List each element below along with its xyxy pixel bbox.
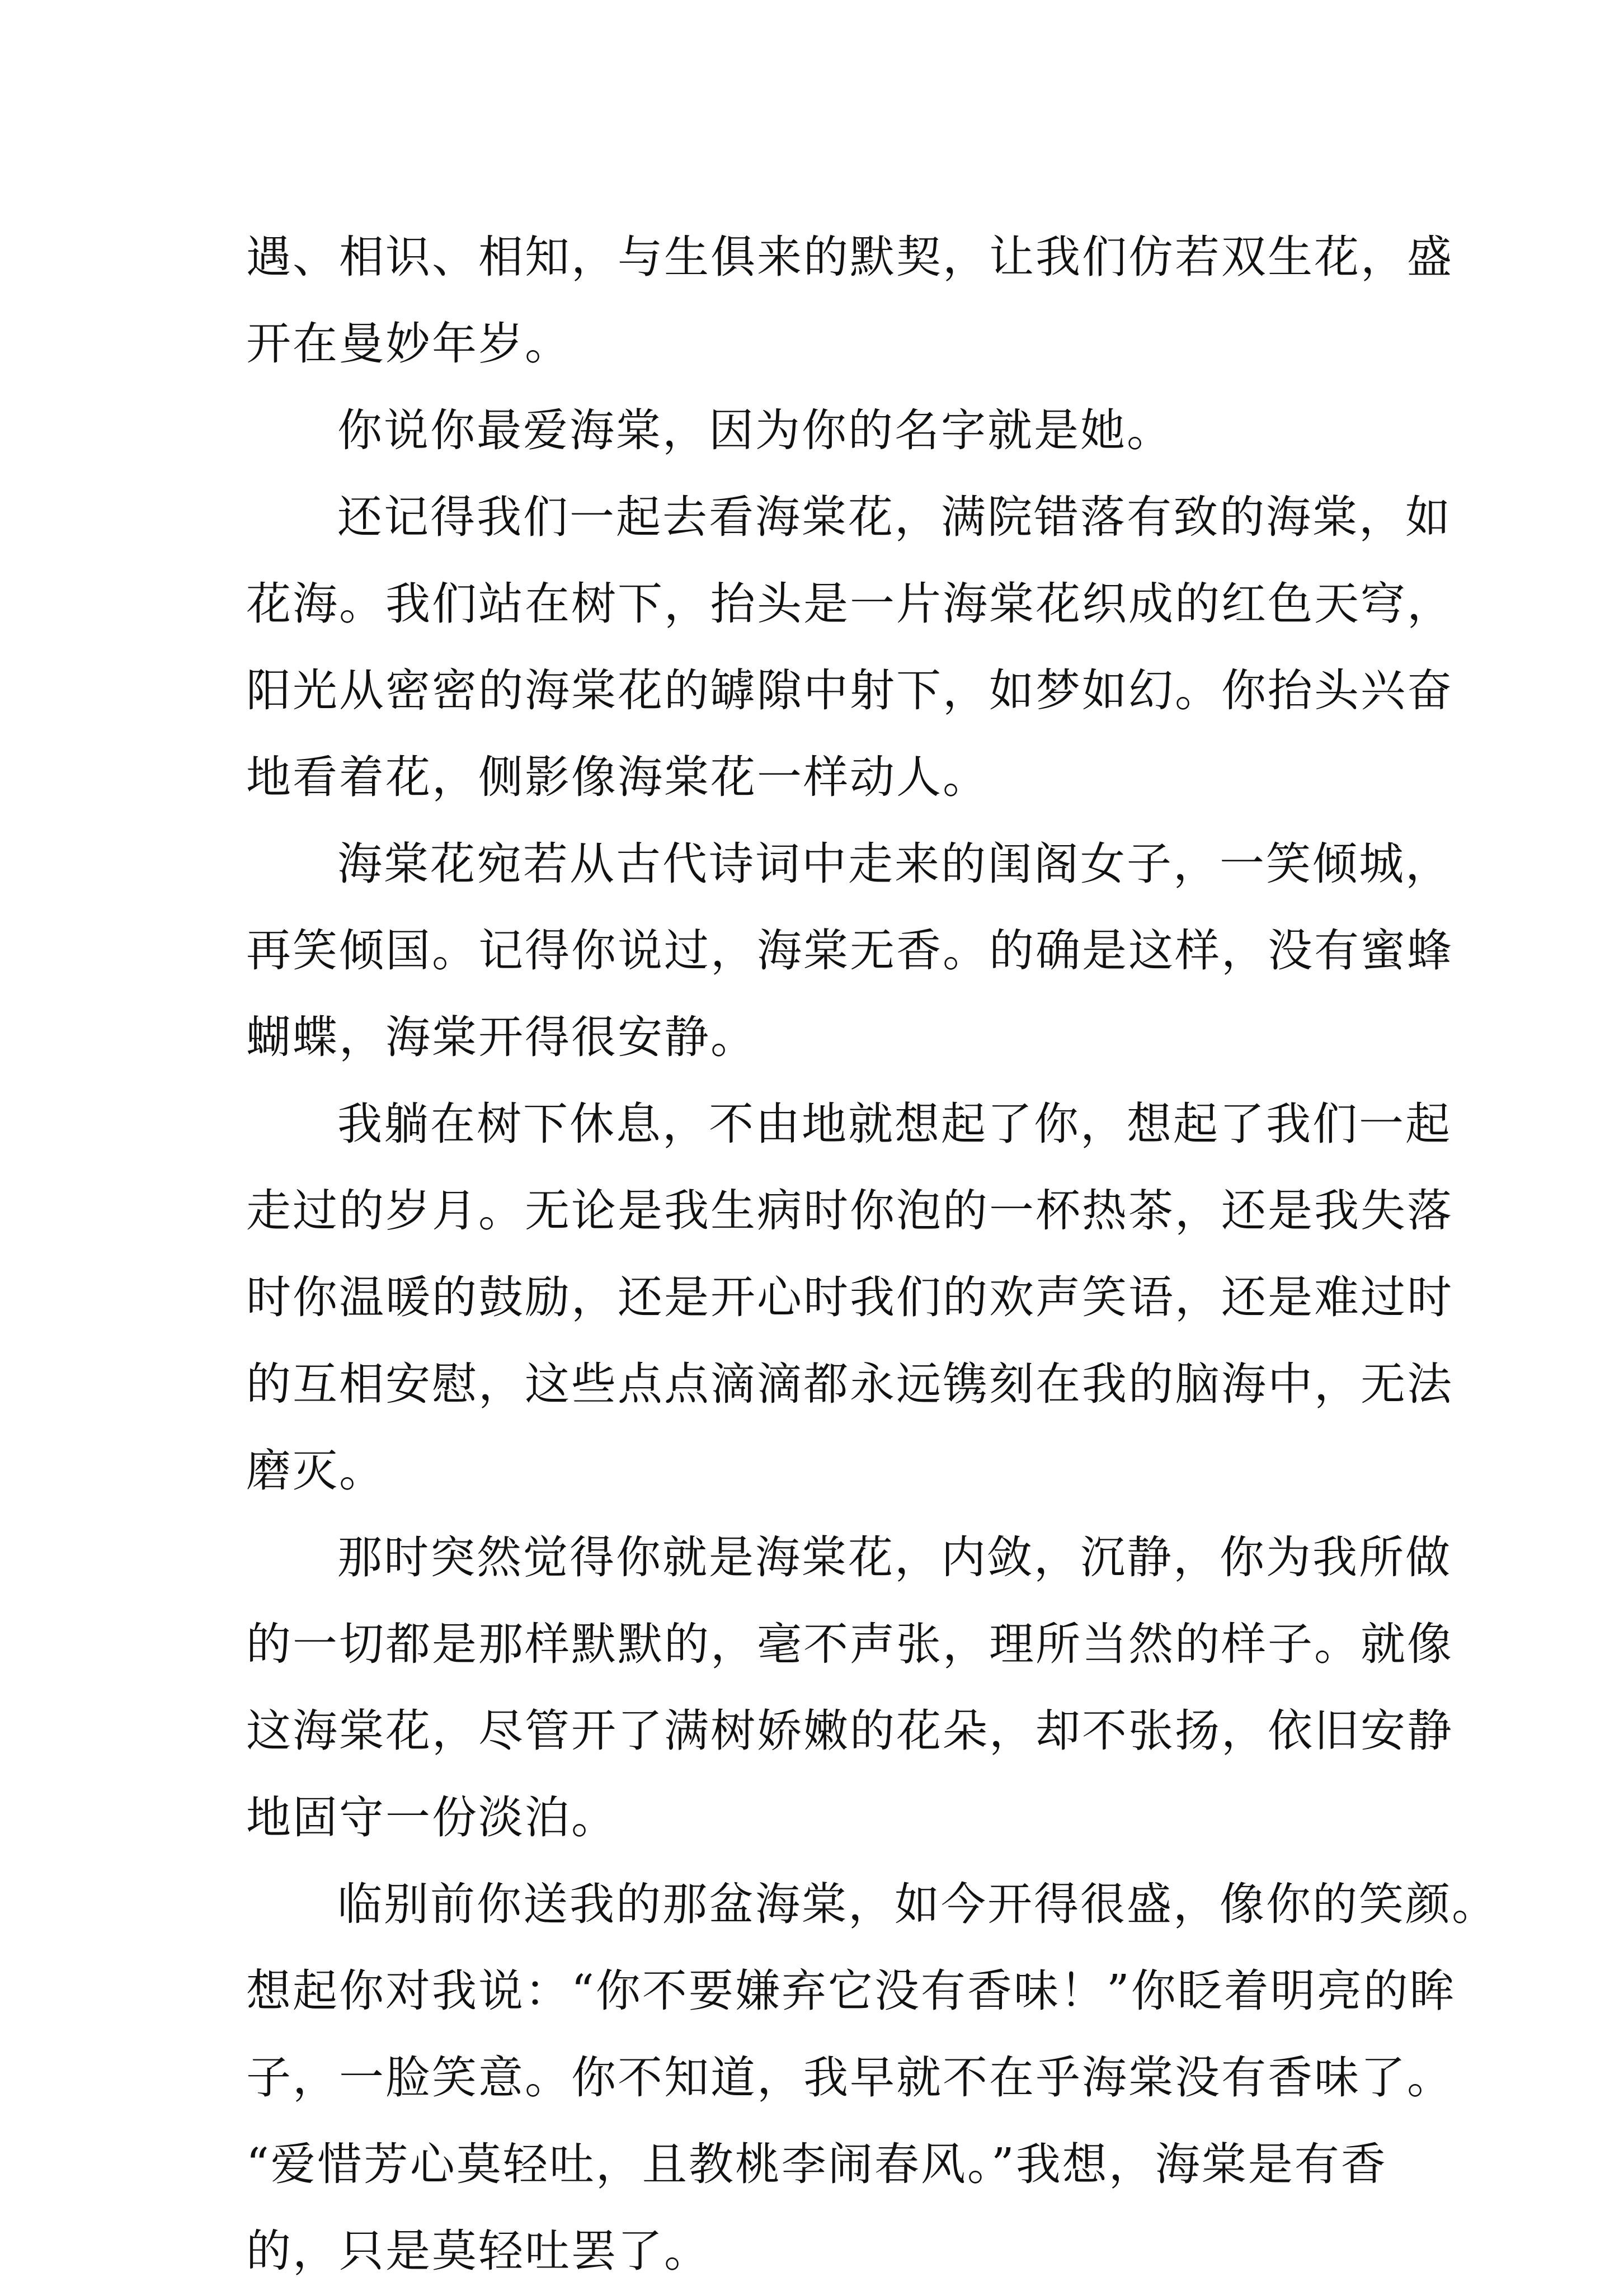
paragraph-start-line: 你说你最爱海棠，因为你的名字就是她。 [337,404,1173,456]
body-text [246,215,1498,2296]
text-line: 时你温暖的鼓励，还是开心时我们的欢声笑语，还是难过时 [246,1271,1453,1323]
text-line: 再笑倾国。记得你说过，海棠无香。的确是这样，没有蜜蜂 [246,925,1453,977]
text-line: 遇、相识、相知，与生俱来的默契，让我们仿若双生花，盛 [246,231,1453,283]
text-line: 开在曼妙年岁。 [246,318,571,370]
paragraph-start-line: 那时突然觉得你就是海棠花，内敛，沉静，你为我所做 [337,1531,1452,1583]
text-line: 地看着花，侧影像海棠花一样动人。 [246,751,989,803]
text-line: 的一切都是那样默默的，毫不声张，理所当然的样子。就像 [246,1618,1453,1670]
text-line: 阳光从密密的海棠花的罅隙中射下，如梦如幻。你抬头兴奋 [246,664,1453,716]
paragraph-start-line: 海棠花宛若从古代诗词中走来的闺阁女子，一笑倾城， [337,838,1452,890]
text-line: 子，一脸笑意。你不知道，我早就不在乎海棠没有香味了。 [246,2052,1453,2104]
text-line: 地固守一份淡泊。 [246,1791,618,1844]
text-line: 这海棠花，尽管开了满树娇嫩的花朵，却不张扬，依旧安静 [246,1705,1453,1757]
text-line: 磨灭。 [246,1445,385,1497]
text-line: 的互相安慰，这些点点滴滴都永远镌刻在我的脑海中，无法 [246,1358,1453,1410]
paragraph-start-line: 临别前你送我的那盆海棠，如今开得很盛，像你的笑颜。 [337,1878,1498,1930]
paragraph-start-line: 还记得我们一起去看海棠花，满院错落有致的海棠，如 [337,491,1452,543]
text-line: 蝴蝶，海棠开得很安静。 [246,1011,757,1063]
text-line: 想起你对我说：“你不要嫌弃它没有香味！”你眨着明亮的眸 [246,1965,1456,2017]
text-line: 的，只是莫轻吐罢了。 [246,2225,710,2277]
paragraph-start-line: 我躺在树下休息，不由地就想起了你，想起了我们一起 [337,1098,1452,1150]
text-line: “爱惜芳心莫轻吐，且教桃李闹春风。”我想，海棠是有香 [246,2138,1387,2190]
text-line: 走过的岁月。无论是我生病时你泡的一杯热茶，还是我失落 [246,1185,1453,1237]
text-line: 花海。我们站在树下，抬头是一片海棠花织成的红色天穹， [246,578,1453,630]
